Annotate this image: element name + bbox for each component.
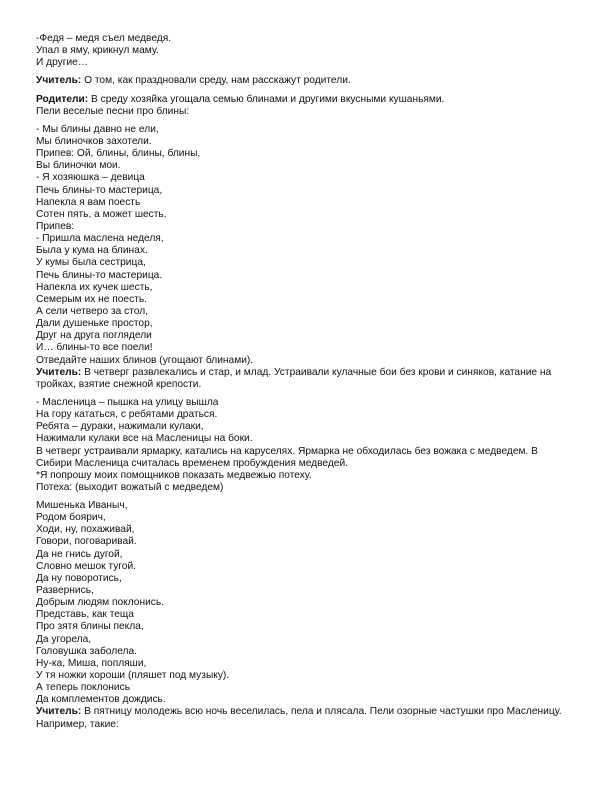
text-line: И другие… <box>36 57 89 69</box>
text-line: Представь, как теща <box>36 609 134 621</box>
text-line: Да не гнись дугой, <box>36 548 123 560</box>
text-line: Словно мешок тугой. <box>36 560 136 572</box>
text-line: Вы блиночки мои. <box>36 160 121 172</box>
parents-line-2: Пели веселые песни про блины: <box>36 105 190 117</box>
text-line: На гору кататься, с ребятами драться. <box>36 409 218 421</box>
text-line: Ходи, ну, похаживай, <box>36 524 135 536</box>
teacher-text: В четверг развлекались и стар, и млад. Устраивали кулачные бои без крови и синяков, катание на <box>81 366 552 378</box>
teacher-line-friday <box>36 706 584 718</box>
text-line: Упал в яму, крикнул маму. <box>36 45 159 57</box>
text-line: Ну-ка, Миша, попляши, <box>36 657 147 669</box>
speaker-label: Учитель: <box>36 366 82 378</box>
parents-text: В среду хозяйка угощала семью блинами и другими вкусными кушаньями. <box>88 93 445 105</box>
text-line: - Я хозяюшка – девица <box>36 172 145 184</box>
text-line: Мишенька Иваныч, <box>36 500 128 512</box>
text-line: Семерым их не поесть. <box>36 293 147 305</box>
text-line: Головушка заболела. <box>36 645 137 657</box>
text-line: Припев: <box>36 220 75 232</box>
pancake-song-block <box>36 124 584 367</box>
maslenitsa-song-block <box>36 397 584 494</box>
text-line: Печь блины-то мастерица. <box>36 269 163 281</box>
text-line: Дали душеньке простор, <box>36 318 153 330</box>
text-line: Нажимали кулаки все на Масленицы на боки. <box>36 433 253 445</box>
text-line: А сели четверо за стол, <box>36 305 148 317</box>
speaker-label: Учитель: <box>36 706 82 718</box>
text-line: А теперь поклонись <box>36 682 131 694</box>
text-line: Ребята – дураки, нажимали кулаки, <box>36 421 204 433</box>
text-line: Развернись, <box>36 585 94 597</box>
bear-verse-block <box>36 500 584 706</box>
text-line: Да комплементов дождись. <box>36 694 166 706</box>
text-line: Добрым людям поклонись. <box>36 597 165 609</box>
text-line: Да угорела, <box>36 633 92 645</box>
teacher-line-thursday <box>36 367 584 379</box>
text-line: Отведайте наших блинов (угощают блинами). <box>36 354 254 366</box>
text-line: *Я попрошу моих помощников показать медвежью потеху. <box>36 469 312 481</box>
text-line: Сотен пять, а может шесть. <box>36 208 167 220</box>
text-line: Родом боярич, <box>36 512 106 524</box>
text-line: -Федя – медя съел медведя. <box>36 33 172 44</box>
text-line: - Мы блины давно не ели, <box>36 123 159 135</box>
parents-line <box>36 94 584 106</box>
teacher-line-wednesday <box>36 75 584 87</box>
text-line: Напекла я вам поесть <box>36 196 141 208</box>
text-line: Сибири Масленица считалась временем пробуждения медведей. <box>36 457 348 469</box>
text-line: - Масленица – пышка на улицу вышла <box>36 396 219 408</box>
text-line: Говори, поговаривай. <box>36 536 137 548</box>
teacher-line-friday-2: Например, такие: <box>36 718 119 730</box>
text-line: Потеха: (выходит вожатый с медведем) <box>36 481 224 493</box>
text-line: Печь блины-то мастерица, <box>36 184 163 196</box>
text-line: В четверг устраивали ярмарку, катались на каруселях. Ярмарка не обходилась без вожака с медведем. В <box>36 445 538 457</box>
text-line: Была у кума на блинах. <box>36 245 148 257</box>
text-line: Припев: Ой, блины, блины, блины, <box>36 148 201 160</box>
speaker-label: Родители: <box>36 93 89 105</box>
text-line: Мы блиночков захотели. <box>36 135 152 147</box>
teacher-text: В пятницу молодежь всю ночь веселилась, пела и плясала. Пели озорные частушки про Масленицу. <box>81 706 562 718</box>
text-line: Друг на друга поглядели <box>36 330 152 342</box>
text-line: У тя ножки хороши (пляшет под музыку). <box>36 670 230 682</box>
document-page <box>36 33 584 731</box>
text-line: Да ну поворотись, <box>36 572 122 584</box>
text-line: Про зятя блины пекла, <box>36 621 144 633</box>
text-line: Напекла их кучек шесть, <box>36 281 153 293</box>
teacher-line-thursday-2: тройках, взятие снежной крепости. <box>36 378 202 390</box>
text-line: У кумы была сестрица, <box>36 257 146 269</box>
text-line: - Пришла маслена неделя, <box>36 233 164 245</box>
speaker-label: Учитель: <box>36 75 82 87</box>
text-line: И… блины-то все поели! <box>36 342 153 354</box>
teacher-text: О том, как праздновали среду, нам расскажут родители. <box>81 75 351 87</box>
tongue-twister-block <box>36 33 584 69</box>
